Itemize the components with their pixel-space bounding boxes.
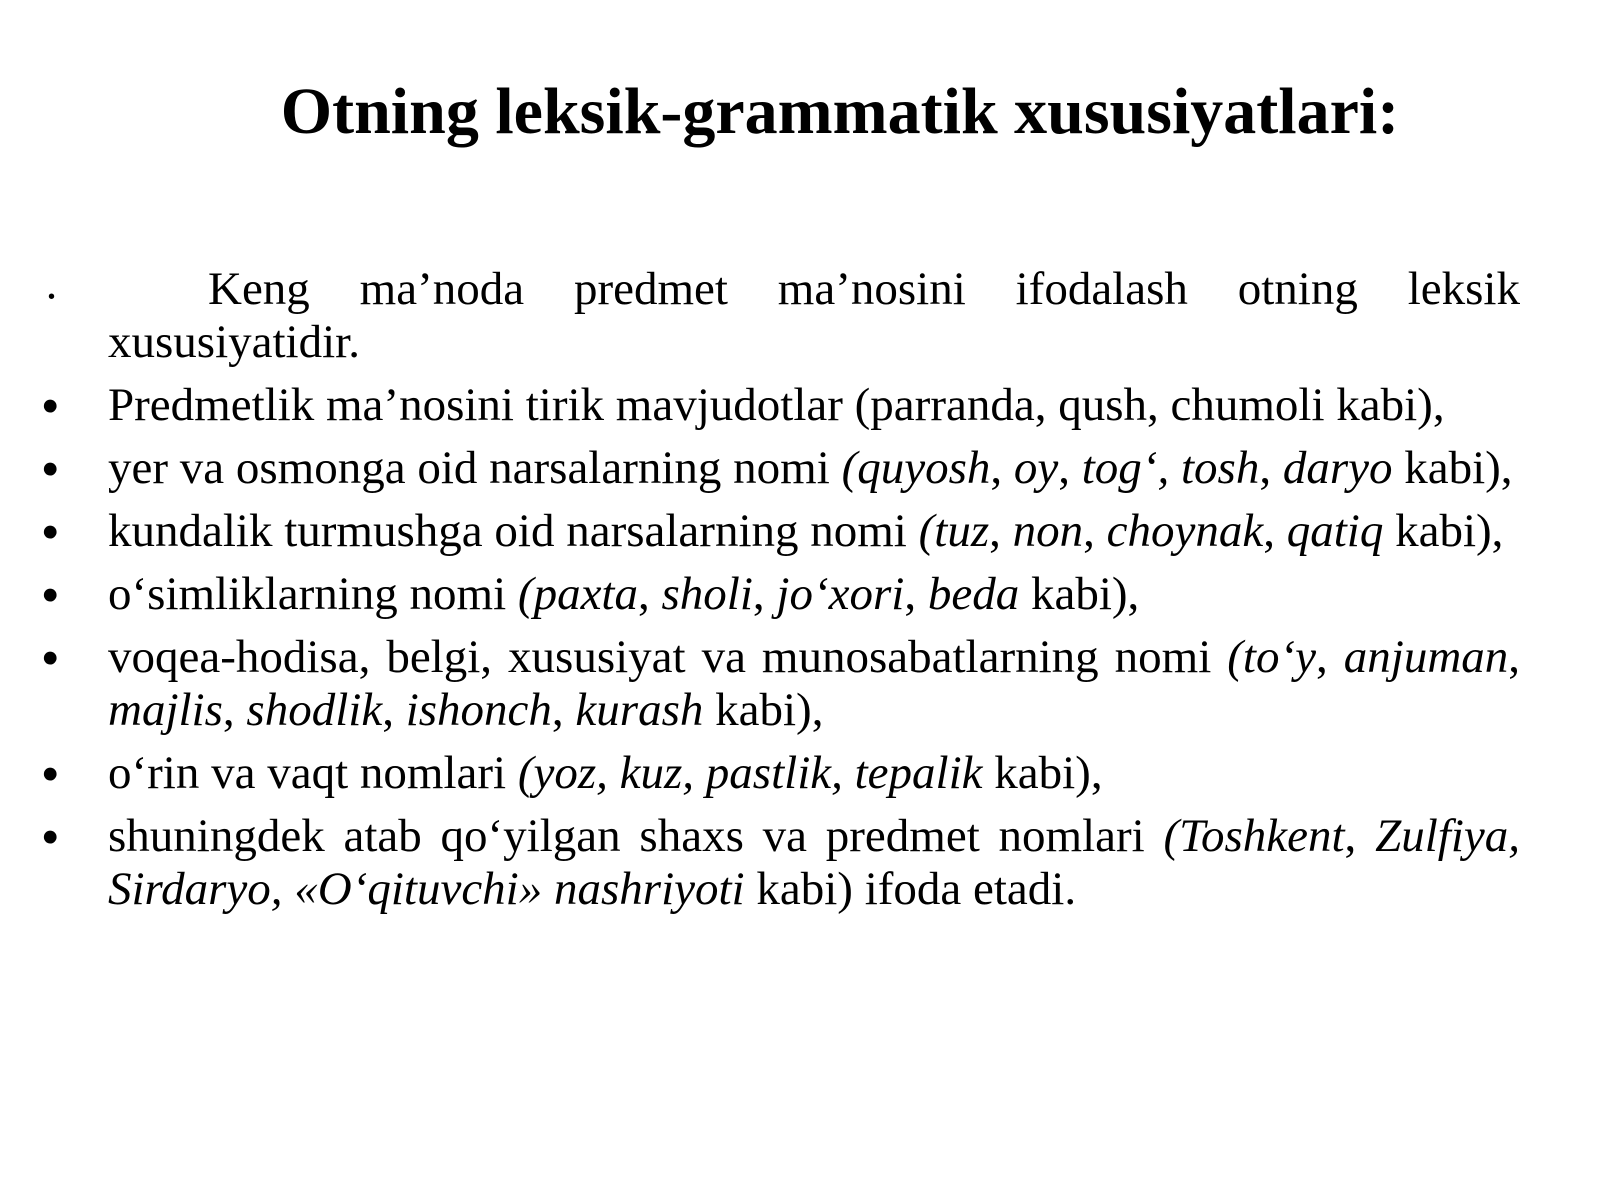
bullet-icon: • [42,747,59,800]
bullet-icon: • [42,568,59,621]
italic-text-run: ishonch [405,684,552,736]
bullet-item [40,631,1520,737]
bullet-text [108,810,1520,915]
text-run: , [638,568,662,620]
text-run: kabi), [703,684,824,736]
bullet-text [108,442,1513,494]
bullet-item [40,379,1520,432]
text-run: , [1263,505,1287,557]
slide-title: Otning leksik-grammatik xususiyatlari: [280,75,1400,148]
italic-text-run: (tuz [918,505,990,557]
bullet-icon: • [48,286,56,308]
text-run: yer va osmonga oid narsalarning nomi [108,442,842,494]
text-run: , [752,568,777,620]
text-run: o‘simliklarning nomi [108,568,518,620]
text-run: o‘rin va vaqt nomlari [108,747,518,799]
bullet-icon: • [42,631,59,684]
italic-text-run: Zulfiya, Sirdaryo, «O‘qituvchi» nashriyoti [108,810,1520,915]
italic-text-run: (Toshkent [1163,810,1345,862]
text-run: , [989,505,1013,557]
bullet-text [108,568,1139,620]
italic-text-run: tosh [1180,442,1260,494]
bullet-text [108,747,1103,799]
text-run: , [1058,442,1082,494]
bullet-item [40,568,1520,621]
text-run: , [222,684,247,736]
italic-text-run: , [1157,442,1181,494]
text-run: , [382,684,406,736]
italic-text-run: (yoz, kuz, pastlik, tepalik [517,747,983,799]
bullet-item [40,505,1520,558]
text-run: kundalik turmushga oid narsalarning nomi [108,505,919,557]
text-run: kabi), [1019,568,1140,620]
italic-text-run: jo‘xori [776,568,905,620]
text-run: voqea-hodisa, belgi, xususiyat va munosabatlarning nomi [108,631,1228,683]
text-run: , [551,684,576,736]
italic-text-run: daryo [1282,442,1393,494]
italic-text-run: choynak [1106,505,1264,557]
italic-text-run: (quyosh [841,442,991,494]
text-run: Predmetlik ma’nosini tirik mavjudotlar (parranda, qush, chumoli kabi), [108,379,1445,431]
bullet-item [40,442,1520,495]
text-run: kabi), [1383,505,1504,557]
italic-text-run: beda [927,568,1020,620]
italic-text-run: (to‘y [1227,631,1317,683]
italic-text-run: anjuman [1343,631,1509,683]
bullet-item [40,810,1520,916]
text-run: , [1508,631,1521,683]
italic-text-run: sholi [661,568,753,620]
bullet-icon: • [42,379,59,432]
text-run: Keng ma’noda predmet ma’nosini ifodalash otning leksik xususiyatidir. [108,263,1520,368]
bullet-icon: • [42,442,59,495]
text-run: , [1259,442,1283,494]
italic-text-run: shodlik [246,684,383,736]
text-run: , [1083,505,1107,557]
bullet-list [40,263,1520,926]
italic-text-run: kurash [575,684,704,736]
text-run: , [990,442,1014,494]
bullet-item [40,747,1520,800]
italic-text-run: majlis [108,684,223,736]
italic-text-run: qatiq [1286,505,1384,557]
text-run: , [1316,631,1344,683]
italic-text-run: tog‘ [1081,442,1158,494]
bullet-text [108,379,1445,431]
text-run: , [1344,810,1376,862]
italic-text-run: oy [1013,442,1059,494]
bullet-icon: • [42,505,59,558]
bullet-text [108,263,1520,368]
text-run: kabi), [982,747,1103,799]
text-run: , [904,568,928,620]
text-run: kabi), [1392,442,1513,494]
bullet-text [108,505,1503,557]
italic-text-run: (paxta [517,568,638,620]
text-run: kabi) ifoda etadi. [744,863,1077,915]
bullet-text [108,631,1520,736]
bullet-item [40,263,1520,369]
italic-text-run: non [1012,505,1084,557]
bullet-icon: • [42,810,59,863]
text-run: shuningdek atab qo‘yilgan shaxs va predmet nomlari [108,810,1164,862]
